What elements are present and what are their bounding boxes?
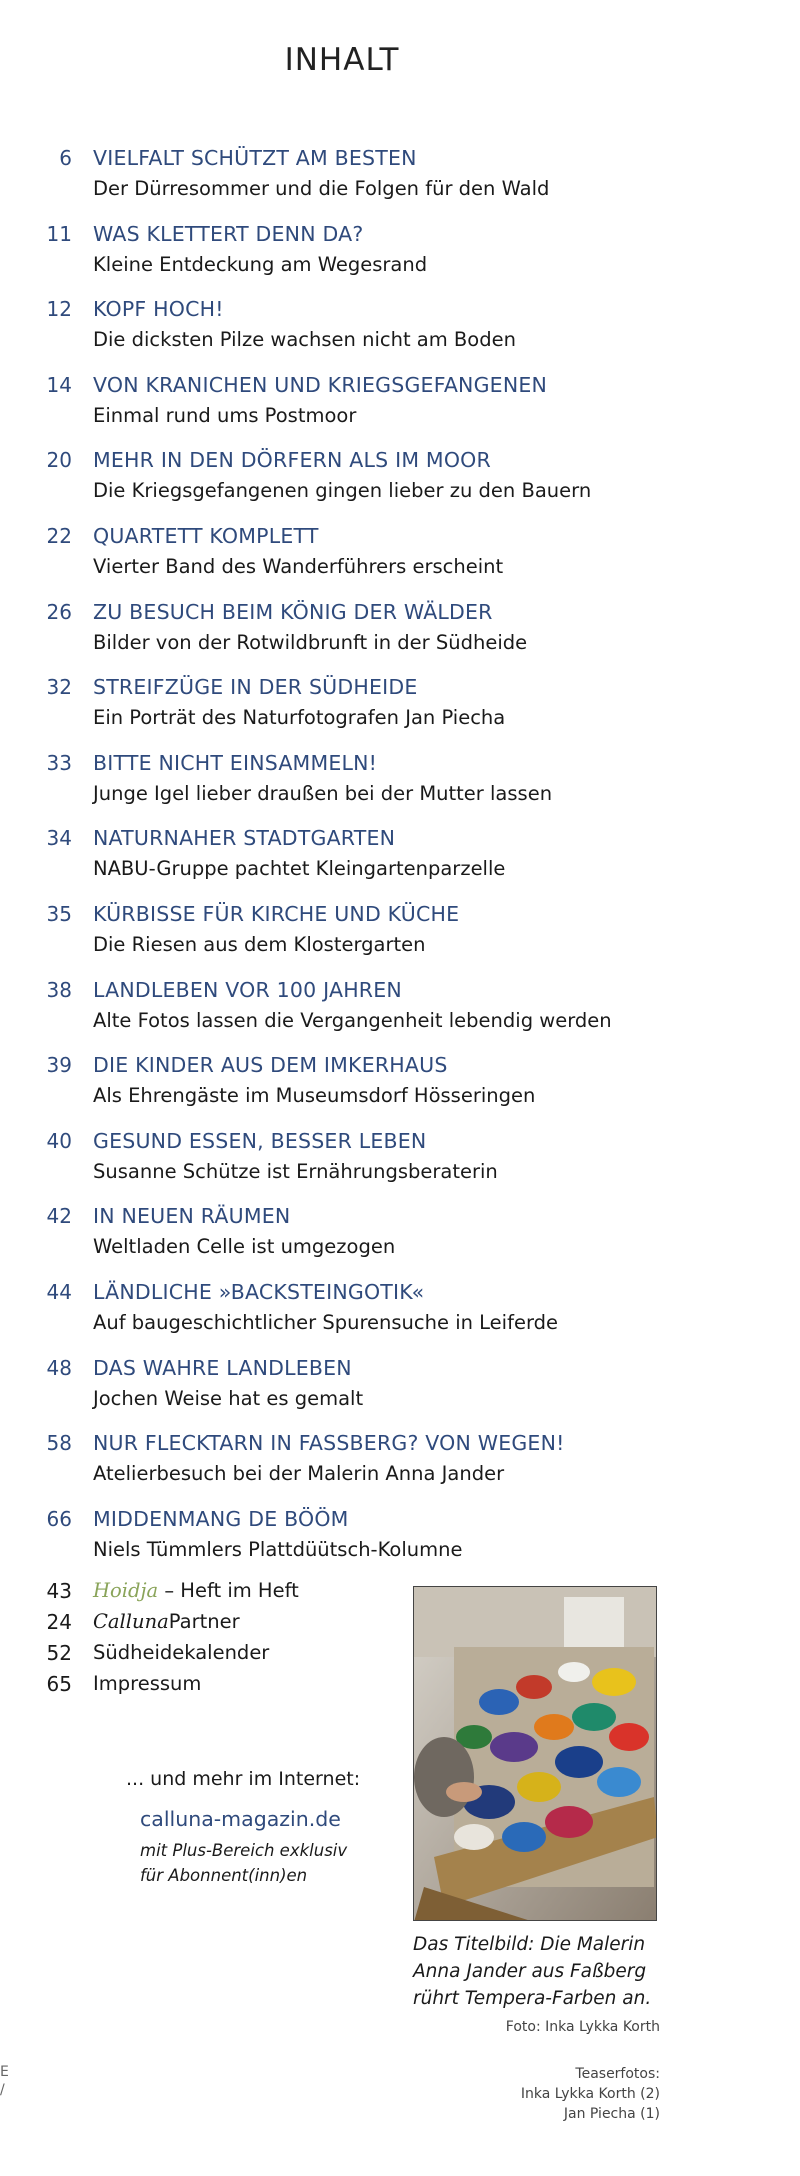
teaser-credit: Teaserfotos: Inka Lykka Korth (2) Jan Piecha (1): [520, 2066, 660, 2122]
toc-entry[interactable]: [0, 523, 800, 599]
article-title: BITTE NICHT EINSAMMELN!: [93, 750, 378, 775]
article-title: IN NEUEN RÄUMEN: [93, 1204, 291, 1229]
page-number: 32: [46, 675, 72, 700]
toc-entry[interactable]: [0, 1279, 800, 1355]
toc-entry[interactable]: [0, 1430, 800, 1506]
photo-credit: Foto: Inka Lykka Korth: [505, 2019, 660, 2035]
article-title: KOPF HOCH!: [93, 297, 224, 322]
website-link[interactable]: calluna-magazin.de: [140, 1807, 341, 1831]
article-subtitle: Auf baugeschichtlicher Spurensuche in Leiferde: [93, 1310, 559, 1334]
article-subtitle: Atelierbesuch bei der Malerin Anna Jander: [93, 1462, 505, 1486]
article-subtitle: Susanne Schütze ist Ernährungsberaterin: [93, 1159, 498, 1183]
page-number: 14: [46, 372, 72, 397]
list-item[interactable]: [0, 1609, 420, 1640]
article-title: MEHR IN DEN DÖRFERN ALS IM MOOR: [93, 448, 491, 473]
cover-photo: [413, 1586, 657, 1921]
toc-entry[interactable]: [0, 1052, 800, 1128]
toc-entry[interactable]: [0, 674, 800, 750]
misc-label: CallunaPartner: [93, 1610, 240, 1633]
page-number: 40: [46, 1128, 72, 1153]
internet-note: mit Plus-Bereich exklusiv für Abonnent(inn)en: [140, 1841, 348, 1885]
toc-entry[interactable]: [0, 977, 800, 1053]
internet-intro: ... und mehr im Internet:: [126, 1768, 361, 1790]
page-number: 24: [46, 1610, 72, 1634]
page-number: 35: [46, 901, 72, 926]
page-number: 66: [46, 1506, 72, 1531]
page-title: INHALT: [284, 42, 400, 78]
page-number: 58: [46, 1431, 72, 1456]
article-subtitle: Kleine Entdeckung am Wegesrand: [93, 252, 428, 276]
article-title: VIELFALT SCHÜTZT AM BESTEN: [93, 146, 417, 170]
article-title: MIDDENMANG DE BÖÖM: [93, 1506, 349, 1531]
article-subtitle: Die Kriegsgefangenen gingen lieber zu den Bauern: [93, 479, 592, 503]
toc-entry[interactable]: [0, 145, 800, 221]
article-subtitle: NABU-Gruppe pachtet Kleingartenparzelle: [93, 857, 506, 881]
page-number: 11: [46, 221, 72, 246]
toc-entry[interactable]: [0, 296, 800, 372]
article-subtitle: Junge Igel lieber draußen bei der Mutter lassen: [93, 781, 553, 805]
misc-list: [0, 1578, 420, 1702]
article-title: KÜRBISSE FÜR KIRCHE UND KÜCHE: [93, 901, 460, 926]
list-item[interactable]: [0, 1578, 420, 1609]
article-title: STREIFZÜGE IN DER SÜDHEIDE: [93, 675, 418, 700]
article-subtitle: Einmal rund ums Postmoor: [93, 403, 357, 427]
misc-label: Impressum: [93, 1672, 202, 1695]
article-title: GESUND ESSEN, BESSER LEBEN: [93, 1128, 427, 1153]
misc-label: Südheidekalender: [93, 1641, 270, 1664]
edge-mark: E /: [0, 2064, 9, 2098]
toc-entry[interactable]: [0, 1506, 800, 1582]
toc-entry[interactable]: [0, 1203, 800, 1279]
article-title: LÄNDLICHE »BACKSTEINGOTIK«: [93, 1279, 425, 1304]
table-of-contents: [0, 145, 800, 1581]
toc-entry[interactable]: [0, 221, 800, 297]
article-subtitle: Jochen Weise hat es gemalt: [93, 1386, 364, 1410]
page-number: 44: [46, 1279, 72, 1304]
article-title: QUARTETT KOMPLETT: [93, 523, 319, 548]
page-number: 33: [46, 750, 72, 775]
page-number: 34: [46, 826, 72, 851]
page-number: 20: [46, 448, 72, 473]
toc-entry[interactable]: [0, 750, 800, 826]
article-title: WAS KLETTERT DENN DA?: [93, 221, 364, 246]
article-title: ZU BESUCH BEIM KÖNIG DER WÄLDER: [93, 599, 493, 624]
article-title: NUR FLECKTARN IN FASSBERG? VON WEGEN!: [93, 1431, 565, 1456]
toc-entry[interactable]: [0, 1128, 800, 1204]
page-number: 42: [46, 1204, 72, 1229]
page-number: 48: [46, 1355, 72, 1380]
article-subtitle: Die Riesen aus dem Klostergarten: [93, 932, 426, 956]
page-number: 65: [46, 1672, 72, 1696]
article-subtitle: Bilder von der Rotwildbrunft in der Südheide: [93, 630, 528, 654]
page-number: 6: [59, 146, 72, 170]
page-number: 26: [46, 599, 72, 624]
page-number: 43: [46, 1579, 72, 1603]
list-item[interactable]: [0, 1640, 420, 1671]
article-subtitle: Die dicksten Pilze wachsen nicht am Boden: [93, 328, 516, 352]
article-title: VON KRANICHEN UND KRIEGSGEFANGENEN: [93, 372, 548, 397]
article-subtitle: Niels Tümmlers Plattdüütsch-Kolumne: [93, 1537, 463, 1561]
article-title: NATURNAHER STADTGARTEN: [93, 826, 396, 851]
article-title: DAS WAHRE LANDLEBEN: [93, 1355, 352, 1380]
article-subtitle: Alte Fotos lassen die Vergangenheit lebendig werden: [93, 1008, 612, 1032]
toc-entry[interactable]: [0, 1355, 800, 1431]
list-item[interactable]: [0, 1671, 420, 1702]
toc-entry[interactable]: [0, 901, 800, 977]
hoidja-logo: Hoidja: [93, 1579, 159, 1602]
page-number: 39: [46, 1053, 72, 1078]
article-subtitle: Ein Porträt des Naturfotografen Jan Piecha: [93, 706, 506, 730]
misc-label: Hoidja – Heft im Heft: [93, 1579, 299, 1602]
article-title: DIE KINDER AUS DEM IMKERHAUS: [93, 1053, 448, 1078]
cover-caption: Das Titelbild: Die Malerin Anna Jander aus Faßberg rührt Tempera-Farben an.: [413, 1934, 652, 2009]
toc-entry[interactable]: [0, 825, 800, 901]
toc-entry[interactable]: [0, 599, 800, 675]
article-title: LANDLEBEN VOR 100 JAHREN: [93, 977, 402, 1002]
calluna-logo: Calluna: [93, 1610, 169, 1633]
article-subtitle: Vierter Band des Wanderführers erscheint: [93, 554, 504, 578]
toc-entry[interactable]: [0, 447, 800, 523]
page-number: 38: [46, 977, 72, 1002]
paint-bowls-image: [414, 1587, 657, 1921]
page-number: 22: [46, 523, 72, 548]
article-subtitle: Als Ehrengäste im Museumsdorf Hösseringen: [93, 1084, 536, 1108]
page-number: 12: [46, 297, 72, 322]
page-number: 52: [46, 1641, 72, 1665]
article-subtitle: Der Dürresommer und die Folgen für den Wald: [93, 177, 550, 200]
article-subtitle: Weltladen Celle ist umgezogen: [93, 1235, 396, 1259]
toc-entry[interactable]: [0, 372, 800, 448]
